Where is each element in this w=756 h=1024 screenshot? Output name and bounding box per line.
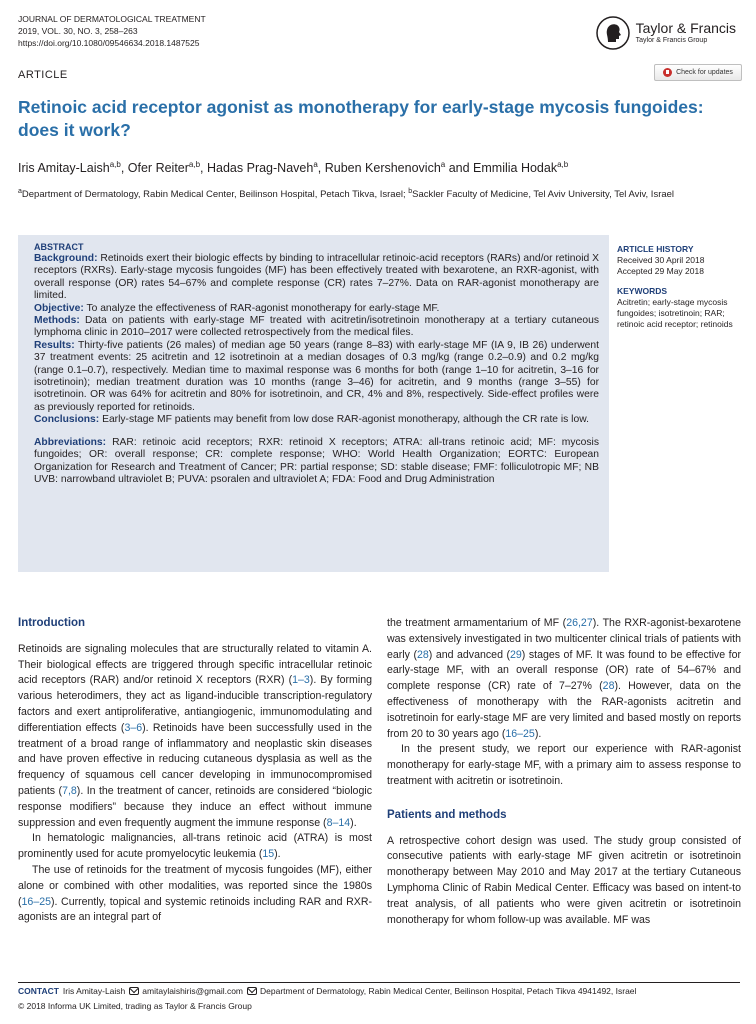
accepted-date: Accepted 29 May 2018 [617,266,704,276]
paragraph: Retinoids are signaling molecules that are structurally related to vitamin A. Their biological effects are triggered through specific intracellular retinoic acid receptors (RAR) and/or retinoid X receptors (RXR) (1–3). By forming various heterodimers, they act as ligand-inducible transcription-regulatory factors and exert antiproliferative, antiangiogenic, immunomodulating and differentiation effects (3–6). Retinoids have been successfully used in the treatment of a broad range of inflammatory and neoplastic skin diseases and have proven effective in reducing cutaneous dysplasia as well as the frequency of squamous cell cancer developing in immunocompromised patients (7,8). In the treatment of cancer, retinoids are considered “biologic response modifiers” because they induce an effect without immune suppression and even frequently augment the immune response (8–14). [18,642,372,829]
methods-heading: Patients and methods [387,808,507,821]
copyright: © 2018 Informa UK Limited, trading as Taylor & Francis Group [18,1001,252,1011]
affiliation-mark: a [18,188,22,195]
citation-link[interactable]: 29 [510,648,522,661]
author-name[interactable]: Emmilia Hodak [473,161,558,176]
abstract-label: Methods: [34,315,80,327]
citation-link[interactable]: 16–25 [505,727,535,740]
footer-divider [18,982,740,983]
article-type-label: ARTICLE [18,69,68,81]
article-history-heading: ARTICLE HISTORY [617,244,694,254]
abstract-label: Results: [34,339,75,351]
affiliation-mark: b [408,188,413,195]
publisher-name: Taylor & Francis [635,20,736,36]
citation-link[interactable]: 8–14 [326,816,351,829]
abstract-label: Objective: [34,302,84,314]
contact-email[interactable]: amitaylaishiris@gmail.com [142,986,244,996]
citation-link[interactable]: 7,8 [62,784,77,797]
affiliations [18,185,740,201]
paragraph: In hematologic malignancies, all-trans retinoic acid (ATRA) is most prominently used for acute promyelocytic leukemia (15). [18,832,372,861]
publisher-logo [596,16,736,50]
journal-name: JOURNAL OF DERMATOLOGICAL TREATMENT [18,14,206,24]
affiliation-b: Sackler Faculty of Medicine, Tel Aviv University, Tel Aviv, Israel [412,189,675,201]
abstract-heading: ABSTRACT [34,242,84,252]
abstract-background: Retinoids exert their biologic effects by binding to intracellular retinoic-acid receptors (RARs) and/or retinoid X receptors (RXRs). Early-stage mycosis fungoides (MF) has been effectively treated with bexarotene, an RXR-agonist, with overall response (OR) rates 54–67% and complete response (CR) rates 7–27%. Data on RAR-agonist monotherapy are limited. [34,253,599,302]
author-affiliation-mark: a,b [188,160,201,169]
abstract-conclusions: Early-stage MF patients may benefit from low dose RAR-agonist monotherapy, although the CR rate is low. [99,414,589,426]
contact-address: Department of Dermatology, Rabin Medical Center, Beilinson Hospital, Petach Tikva 4941492, Israel [260,986,637,996]
citation-link[interactable]: 26,27 [566,617,593,629]
check-updates-icon [663,68,672,77]
author-name[interactable]: Ofer Reiter [127,161,189,176]
check-updates-button[interactable] [654,64,742,81]
citation-link[interactable]: 15 [262,848,275,861]
citation-link[interactable]: 3–6 [124,721,143,734]
author-affiliation-mark: a [440,160,446,169]
author-list: Iris Amitay-Laish$^{a,b}$, Ofer Reiter$^{a,b}$, Hadas Prag-Naveh$^a$, Ruben Kershenovich$^a$ and Emmilia Hodak$^{a,b}$ [18,160,569,176]
citation-link[interactable]: 1–3 [292,674,310,687]
keywords-heading: KEYWORDS [617,286,668,296]
email-icon [129,987,139,995]
abbreviations-text: RAR: retinoic acid receptors; RXR: retinoid X receptors; ATRA: all-trans retinoic acid; MF: mycosis fungoides; OR: overall response; CR: complete response; WHO: World Health Organization; EORTC: European Organization for Research and Treatment of Cancer; PR: partial response; SD: stable disease; FMF: folliculotropic MF; NB UVB: narrowband ultraviolet B; PUVA: psoralen and ultraviolet A; FDA: Food and Drug Administration [34,436,599,485]
abstract-box [18,235,609,572]
journal-volume: 2019, VOL. 30, NO. 3, 258–263 [18,26,138,36]
contact-label: CONTACT [18,986,59,996]
left-column [18,616,372,926]
journal-doi[interactable]: https://doi.org/10.1080/09546634.2018.1487525 [18,38,200,48]
abstract-objective: To analyze the effectiveness of RAR-agonist monotherapy for early-stage MF. [83,302,440,314]
author-name[interactable]: Iris Amitay-Laish [18,161,110,176]
article-title: Retinoic acid receptor agonist as monotherapy for early-stage mycosis fungoides: does it work? [18,97,704,140]
abstract-methods: Data on patients with early-stage MF treated with acitretin/isotretinoin monotherapy at a tertiary cutaneous lymphoma clinic in 2010–2017 were collected retrospectively from the medical files. [34,315,599,339]
abstract-results: Thirty-five patients (26 males) of median age 50 years (range 8–83) with early-stage MF (IA 9, IB 26) underwent 37 treatment events: 25 acitretin and 12 isotretinoin at a median dosages of 0.3 mg/kg (range 0.2–0.9) and 0.2 mg/kg (range 0.1–0.7), respectively. Median time to maximal response was 6 months for both (range 1–10 for acitretin, 3–16 for isotretinoin); median treatment duration was 10 months (range 3–46) for acitretin, and 9 months (range 3–55) for isotretinoin. OR was 64% for acitretin and 80% for isotretinoin, and CR, 4% and 8%, respectively. Side-effect profiles were as previously reported for retinoids. [34,339,599,413]
contact-line [18,986,636,996]
journal-info [18,13,206,49]
abstract-label: Conclusions: [34,414,100,426]
right-column [387,616,741,928]
affiliation-a: Department of Dermatology, Rabin Medical Center, Beilinson Hospital, Petach Tikva, Israel; [21,189,409,201]
author-affiliation-mark: a,b [109,160,121,169]
citation-link[interactable]: 16–25 [21,895,51,908]
abstract-label: Background: [34,253,98,264]
introduction-heading: Introduction [18,617,86,629]
paragraph: the treatment armamentarium of MF (26,27). The RXR-agonist-bexarotene was extensively investigated in two multicenter clinical trials of patients with early (28) and advanced (29) stages of MF. It was found to be effective for early-stage MF, with an overall response (OR) rate of 54–67% and complete response (CR) rate of 7–27% (28). However, data on the effectiveness of monotherapy with the RAR-agonists acitretin and isotretinoin for early-stage MF are very limited and based mostly on reports from 20 to 30 years ago (16–25). [387,617,742,740]
citation-link[interactable]: 28 [417,648,429,661]
address-icon [247,987,257,995]
author-affiliation-mark: a [313,160,318,169]
publisher-group: Taylor & Francis Group [635,37,708,44]
abstract-text [34,253,599,486]
author-affiliation-mark: a,b [557,160,569,169]
paragraph: A retrospective cohort design was used. The study group consisted of consecutive patients with early-stage MF given acitretin or isotretinoin monotherapy between May 2010 and May 2017 at the tertiary Cutaneous Lymphoma Clinic of Rabin Medical Center. Efficacy was based on intent-to treat analysis, of all patients who were given acitretin or isotretinoin monotherapy for whom follow-up was available. MF was [387,834,741,926]
paragraph: In the present study, we report our experience with RAR-agonist monotherapy for early-stage MF, with a primary aim to assess response to treatment with acitretin or isotretinoin. [387,743,741,787]
paragraph: The use of retinoids for the treatment of mycosis fungoides (MF), either alone or combined with other modalities, was reported since the 1980s (16–25). Currently, topical and systemic retinoids including RAR and RXR-agonists are an integral part of [18,863,372,924]
taylor-francis-head-icon [596,16,630,50]
keywords-text: Acitretin; early-stage mycosis fungoides; isotretinoin; RAR; retinoic acid receptor; retinoids [617,297,733,329]
author-name[interactable]: Ruben Kershenovich [324,161,441,176]
abbreviations-label: Abbreviations: [34,436,107,448]
author-name[interactable]: Hadas Prag-Naveh [207,161,314,176]
contact-name: Iris Amitay-Laish [62,986,126,996]
citation-link[interactable]: 28 [602,680,615,693]
received-date: Received 30 April 2018 [617,255,705,265]
check-updates-label: Check for updates [676,69,733,76]
article-history [617,244,741,330]
